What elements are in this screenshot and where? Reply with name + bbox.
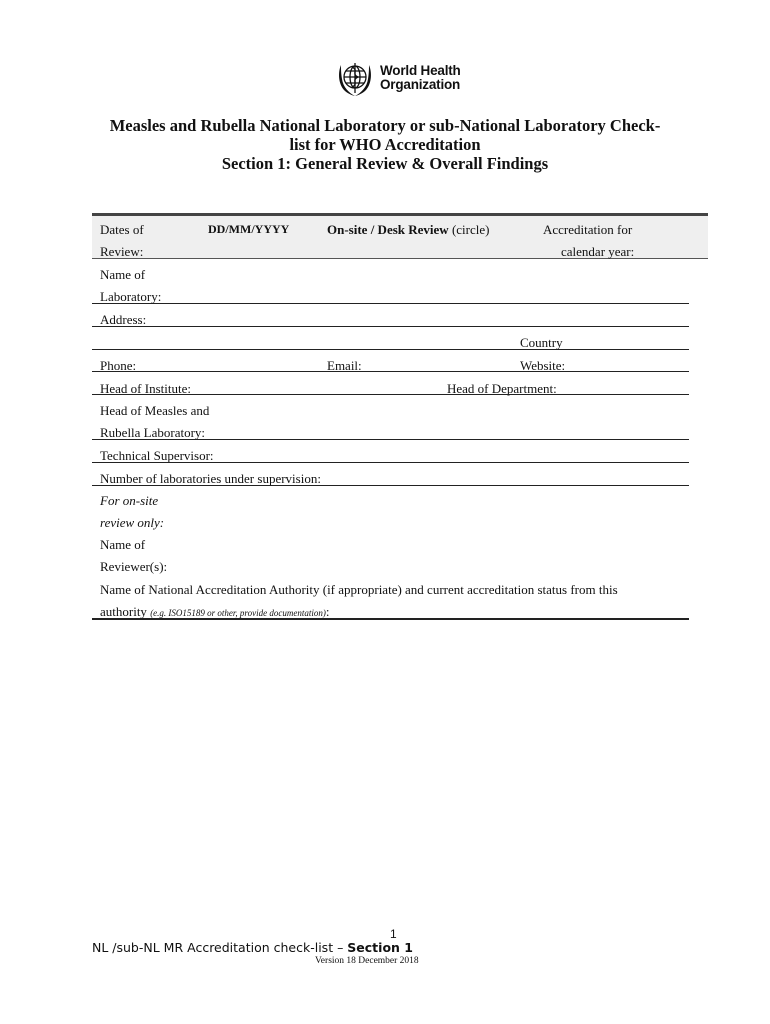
- review-type-label: On-site / Desk Review: [327, 222, 449, 237]
- authority-colon: :: [325, 604, 330, 619]
- accreditation-label-1: Accreditation for: [543, 222, 633, 237]
- page-number: 1: [390, 927, 397, 941]
- country-field[interactable]: [92, 349, 689, 350]
- lab-name-label-2: Laboratory:: [100, 289, 162, 304]
- onsite-note-1: For on-site: [100, 493, 159, 508]
- logo-line-2: Organization: [380, 77, 461, 92]
- tech-supervisor-label: Technical Supervisor:: [100, 448, 214, 463]
- dates-label-2: Review:: [100, 244, 144, 259]
- reviewers-label-2: Reviewer(s):: [100, 559, 168, 574]
- authority-field[interactable]: [92, 618, 689, 620]
- head-department-label: Head of Department:: [447, 381, 557, 396]
- num-labs-field[interactable]: [92, 485, 689, 486]
- title-line-3: Section 1: General Review & Overall Findings: [221, 154, 549, 173]
- review-type-selector[interactable]: [327, 222, 489, 237]
- authority-label-1: Name of National Accreditation Authority (if appropriate) and current accreditation status from this: [100, 582, 618, 597]
- footer-section: Section 1: [347, 940, 413, 955]
- contact-field-row[interactable]: [92, 371, 689, 372]
- country-label: Country: [520, 335, 563, 350]
- accreditation-label-2: calendar year:: [561, 244, 635, 259]
- lab-name-label-1: Name of: [100, 267, 146, 282]
- head-mr-field[interactable]: [92, 439, 689, 440]
- tech-supervisor-field[interactable]: [92, 462, 689, 463]
- phone-label: Phone:: [100, 358, 137, 373]
- head-mr-label-2: Rubella Laboratory:: [100, 425, 206, 440]
- authority-note: (e.g. ISO15189 or other, provide documentation): [150, 608, 326, 618]
- lab-name-field[interactable]: [92, 303, 689, 304]
- title-line-2: list for WHO Accreditation: [289, 135, 481, 154]
- address-label: Address:: [100, 312, 147, 327]
- dates-label-1: Dates of: [100, 222, 144, 237]
- authority-word: authority: [100, 604, 147, 619]
- email-label: Email:: [327, 358, 362, 373]
- onsite-note-2: review only:: [100, 515, 165, 530]
- footer-doc-name: [92, 940, 413, 955]
- address-field[interactable]: [92, 326, 689, 327]
- website-label: Website:: [520, 358, 566, 373]
- title-line-1: Measles and Rubella National Laboratory or sub-National Laboratory Check-: [109, 116, 661, 135]
- date-format-field[interactable]: DD/MM/YYYY: [208, 222, 290, 236]
- logo-line-1: World Health: [380, 63, 461, 78]
- head-mr-label-1: Head of Measles and: [100, 403, 210, 418]
- heads-field-row[interactable]: [92, 394, 689, 395]
- num-labs-label: Number of laboratories under supervision:: [100, 471, 321, 486]
- footer-version: Version 18 December 2018: [315, 956, 419, 966]
- head-institute-label: Head of Institute:: [100, 381, 191, 396]
- footer-doc-title: NL /sub-NL MR Accreditation check-list –: [92, 940, 348, 955]
- reviewers-label-1: Name of: [100, 537, 146, 552]
- review-type-note: (circle): [451, 222, 490, 237]
